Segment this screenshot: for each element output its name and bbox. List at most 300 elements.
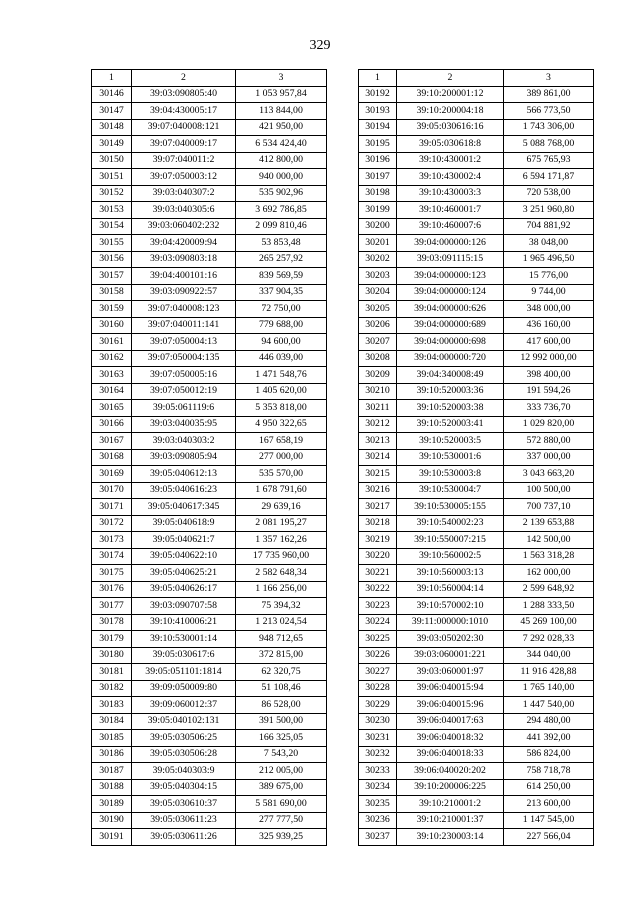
right-table (358, 69, 594, 846)
cadastral-number-cell: 39:03:090805:40 (132, 86, 236, 103)
value-cell: 2 139 653,88 (504, 515, 594, 532)
value-cell: 213 600,00 (504, 796, 594, 813)
column-header: 1 (92, 70, 132, 87)
row-number-cell: 30151 (92, 169, 132, 186)
row-number-cell: 30220 (359, 548, 397, 565)
table-row (92, 152, 327, 169)
table-row (92, 367, 327, 384)
row-number-cell: 30229 (359, 697, 397, 714)
row-number-cell: 30181 (92, 664, 132, 681)
value-cell: 1 965 496,50 (504, 251, 594, 268)
value-cell: 162 000,00 (504, 565, 594, 582)
table-row (92, 515, 327, 532)
row-number-cell: 30198 (359, 185, 397, 202)
value-cell: 372 815,00 (236, 647, 327, 664)
value-cell: 29 639,16 (236, 499, 327, 516)
cadastral-number-cell: 39:10:430002:4 (397, 169, 504, 186)
row-number-cell: 30163 (92, 367, 132, 384)
cadastral-number-cell: 39:11:000000:1010 (397, 614, 504, 631)
cadastral-number-cell: 39:03:091115:15 (397, 251, 504, 268)
value-cell: 333 736,70 (504, 400, 594, 417)
cadastral-number-cell: 39:05:030506:28 (132, 746, 236, 763)
cadastral-number-cell: 39:10:210001:37 (397, 812, 504, 829)
row-number-cell: 30228 (359, 680, 397, 697)
row-number-cell: 30168 (92, 449, 132, 466)
table-row (92, 680, 327, 697)
table-row (359, 614, 594, 631)
table-row (92, 185, 327, 202)
table-row (359, 532, 594, 549)
row-number-cell: 30146 (92, 86, 132, 103)
table-row (359, 482, 594, 499)
row-number-cell: 30167 (92, 433, 132, 450)
cadastral-number-cell: 39:05:030611:23 (132, 812, 236, 829)
cadastral-number-cell: 39:03:050202:30 (397, 631, 504, 648)
row-number-cell: 30156 (92, 251, 132, 268)
cadastral-number-cell: 39:10:200001:12 (397, 86, 504, 103)
value-cell: 704 881,92 (504, 218, 594, 235)
table-row (92, 449, 327, 466)
cadastral-number-cell: 39:05:030611:26 (132, 829, 236, 846)
table-row (359, 664, 594, 681)
table-row (359, 812, 594, 829)
value-cell: 2 599 648,92 (504, 581, 594, 598)
cadastral-number-cell: 39:07:040008:121 (132, 119, 236, 136)
cadastral-number-cell: 39:03:040307:2 (132, 185, 236, 202)
table-row (359, 499, 594, 516)
value-cell: 586 824,00 (504, 746, 594, 763)
value-cell: 412 800,00 (236, 152, 327, 169)
table-row (92, 317, 327, 334)
table-row (92, 548, 327, 565)
value-cell: 948 712,65 (236, 631, 327, 648)
cadastral-number-cell: 39:05:040622:10 (132, 548, 236, 565)
row-number-cell: 30165 (92, 400, 132, 417)
value-cell: 94 600,00 (236, 334, 327, 351)
cadastral-number-cell: 39:05:030618:8 (397, 136, 504, 153)
value-cell: 72 750,00 (236, 301, 327, 318)
table-row (359, 713, 594, 730)
table-row (92, 565, 327, 582)
value-cell: 337 000,00 (504, 449, 594, 466)
value-cell: 417 600,00 (504, 334, 594, 351)
row-number-cell: 30225 (359, 631, 397, 648)
row-number-cell: 30206 (359, 317, 397, 334)
cadastral-number-cell: 39:03:060001:221 (397, 647, 504, 664)
value-cell: 1 288 333,50 (504, 598, 594, 615)
value-cell: 398 400,00 (504, 367, 594, 384)
cadastral-number-cell: 39:05:040612:13 (132, 466, 236, 483)
row-number-cell: 30169 (92, 466, 132, 483)
cadastral-number-cell: 39:05:040616:23 (132, 482, 236, 499)
table-row (92, 499, 327, 516)
row-number-cell: 30147 (92, 103, 132, 120)
cadastral-number-cell: 39:03:040305:6 (132, 202, 236, 219)
cadastral-number-cell: 39:05:030506:25 (132, 730, 236, 747)
row-number-cell: 30194 (359, 119, 397, 136)
row-number-cell: 30215 (359, 466, 397, 483)
cadastral-number-cell: 39:05:040617:345 (132, 499, 236, 516)
cadastral-number-cell: 39:06:040015:94 (397, 680, 504, 697)
table-row (359, 284, 594, 301)
column-header: 2 (397, 70, 504, 87)
value-cell: 1 471 548,76 (236, 367, 327, 384)
value-cell: 344 040,00 (504, 647, 594, 664)
table-row (92, 598, 327, 615)
table-row (92, 383, 327, 400)
row-number-cell: 30195 (359, 136, 397, 153)
value-cell: 12 992 000,00 (504, 350, 594, 367)
value-cell: 1 166 256,00 (236, 581, 327, 598)
table-row (359, 119, 594, 136)
table-row (92, 581, 327, 598)
row-number-cell: 30193 (359, 103, 397, 120)
cadastral-number-cell: 39:10:230003:14 (397, 829, 504, 846)
row-number-cell: 30207 (359, 334, 397, 351)
row-number-cell: 30158 (92, 284, 132, 301)
table-row (92, 482, 327, 499)
cadastral-number-cell: 39:04:420009:94 (132, 235, 236, 252)
cadastral-number-cell: 39:04:000000:689 (397, 317, 504, 334)
cadastral-number-cell: 39:10:460001:7 (397, 202, 504, 219)
row-number-cell: 30234 (359, 779, 397, 796)
row-number-cell: 30222 (359, 581, 397, 598)
value-cell: 614 250,00 (504, 779, 594, 796)
row-number-cell: 30201 (359, 235, 397, 252)
table-row (359, 268, 594, 285)
value-cell: 389 675,00 (236, 779, 327, 796)
row-number-cell: 30186 (92, 746, 132, 763)
row-number-cell: 30174 (92, 548, 132, 565)
cadastral-number-cell: 39:07:050004:13 (132, 334, 236, 351)
left-table (91, 69, 327, 846)
table-row (359, 449, 594, 466)
value-cell: 535 902,96 (236, 185, 327, 202)
table-row (92, 763, 327, 780)
value-cell: 1 405 620,00 (236, 383, 327, 400)
row-number-cell: 30159 (92, 301, 132, 318)
table-row (92, 119, 327, 136)
cadastral-number-cell: 39:06:040015:96 (397, 697, 504, 714)
row-number-cell: 30231 (359, 730, 397, 747)
row-number-cell: 30210 (359, 383, 397, 400)
cadastral-number-cell: 39:03:090803:18 (132, 251, 236, 268)
value-cell: 6 534 424,40 (236, 136, 327, 153)
row-number-cell: 30172 (92, 515, 132, 532)
cadastral-number-cell: 39:03:040035:95 (132, 416, 236, 433)
row-number-cell: 30152 (92, 185, 132, 202)
table-row (92, 829, 327, 846)
value-cell: 1 053 957,84 (236, 86, 327, 103)
cadastral-number-cell: 39:10:570002:10 (397, 598, 504, 615)
table-row (359, 136, 594, 153)
row-number-cell: 30202 (359, 251, 397, 268)
table-row (359, 218, 594, 235)
row-number-cell: 30219 (359, 532, 397, 549)
cadastral-number-cell: 39:05:030616:16 (397, 119, 504, 136)
table-row (359, 400, 594, 417)
value-cell: 100 500,00 (504, 482, 594, 499)
table-row (359, 515, 594, 532)
cadastral-number-cell: 39:10:540002:23 (397, 515, 504, 532)
row-number-cell: 30230 (359, 713, 397, 730)
value-cell: 142 500,00 (504, 532, 594, 549)
row-number-cell: 30164 (92, 383, 132, 400)
value-cell: 17 735 960,00 (236, 548, 327, 565)
table-row (359, 350, 594, 367)
value-cell: 7 543,20 (236, 746, 327, 763)
value-cell: 1 147 545,00 (504, 812, 594, 829)
table-row (359, 746, 594, 763)
cadastral-number-cell: 39:07:050005:16 (132, 367, 236, 384)
cadastral-number-cell: 39:04:000000:124 (397, 284, 504, 301)
value-cell: 212 005,00 (236, 763, 327, 780)
cadastral-number-cell: 39:06:040020:202 (397, 763, 504, 780)
row-number-cell: 30148 (92, 119, 132, 136)
cadastral-number-cell: 39:03:060001:97 (397, 664, 504, 681)
row-number-cell: 30180 (92, 647, 132, 664)
table-row (92, 796, 327, 813)
cadastral-number-cell: 39:10:530003:8 (397, 466, 504, 483)
value-cell: 227 566,04 (504, 829, 594, 846)
cadastral-number-cell: 39:03:060402:232 (132, 218, 236, 235)
value-cell: 1 447 540,00 (504, 697, 594, 714)
row-number-cell: 30150 (92, 152, 132, 169)
row-number-cell: 30149 (92, 136, 132, 153)
value-cell: 11 916 428,88 (504, 664, 594, 681)
row-number-cell: 30161 (92, 334, 132, 351)
table-row (92, 400, 327, 417)
value-cell: 758 718,78 (504, 763, 594, 780)
row-number-cell: 30155 (92, 235, 132, 252)
table-row (92, 202, 327, 219)
cadastral-number-cell: 39:04:400101:16 (132, 268, 236, 285)
row-number-cell: 30233 (359, 763, 397, 780)
row-number-cell: 30166 (92, 416, 132, 433)
table-row (359, 433, 594, 450)
cadastral-number-cell: 39:10:520003:5 (397, 433, 504, 450)
table-row (359, 730, 594, 747)
cadastral-number-cell: 39:06:040017:63 (397, 713, 504, 730)
cadastral-number-cell: 39:10:520003:41 (397, 416, 504, 433)
table-row (359, 779, 594, 796)
value-cell: 167 658,19 (236, 433, 327, 450)
table-row (359, 86, 594, 103)
table-row (359, 598, 594, 615)
table-row (92, 713, 327, 730)
value-cell: 436 160,00 (504, 317, 594, 334)
table-row (359, 301, 594, 318)
value-cell: 6 594 171,87 (504, 169, 594, 186)
value-cell: 1 765 140,00 (504, 680, 594, 697)
cadastral-number-cell: 39:05:040618:9 (132, 515, 236, 532)
value-cell: 421 950,00 (236, 119, 327, 136)
row-number-cell: 30208 (359, 350, 397, 367)
cadastral-number-cell: 39:03:090922:57 (132, 284, 236, 301)
row-number-cell: 30199 (359, 202, 397, 219)
table-row (92, 251, 327, 268)
value-cell: 1 213 024,54 (236, 614, 327, 631)
cadastral-number-cell: 39:05:030610:37 (132, 796, 236, 813)
row-number-cell: 30224 (359, 614, 397, 631)
row-number-cell: 30178 (92, 614, 132, 631)
value-cell: 348 000,00 (504, 301, 594, 318)
value-cell: 191 594,26 (504, 383, 594, 400)
row-number-cell: 30153 (92, 202, 132, 219)
cadastral-number-cell: 39:10:530005:155 (397, 499, 504, 516)
row-number-cell: 30177 (92, 598, 132, 615)
table-row (359, 565, 594, 582)
value-cell: 51 108,46 (236, 680, 327, 697)
row-number-cell: 30189 (92, 796, 132, 813)
row-number-cell: 30200 (359, 218, 397, 235)
cadastral-number-cell: 39:04:000000:720 (397, 350, 504, 367)
header-row (92, 70, 327, 87)
header-row (359, 70, 594, 87)
value-cell: 265 257,92 (236, 251, 327, 268)
value-cell: 62 320,75 (236, 664, 327, 681)
value-cell: 5 353 818,00 (236, 400, 327, 417)
cadastral-number-cell: 39:07:050012:19 (132, 383, 236, 400)
value-cell: 2 582 648,34 (236, 565, 327, 582)
cadastral-number-cell: 39:07:050003:12 (132, 169, 236, 186)
cadastral-number-cell: 39:04:000000:123 (397, 268, 504, 285)
table-row (92, 532, 327, 549)
table-row (359, 697, 594, 714)
cadastral-number-cell: 39:07:040011:2 (132, 152, 236, 169)
cadastral-number-cell: 39:05:040102:131 (132, 713, 236, 730)
value-cell: 839 569,59 (236, 268, 327, 285)
value-cell: 53 853,48 (236, 235, 327, 252)
table-row (359, 202, 594, 219)
table-row (92, 268, 327, 285)
row-number-cell: 30203 (359, 268, 397, 285)
cadastral-number-cell: 39:06:040018:32 (397, 730, 504, 747)
cadastral-number-cell: 39:05:040303:9 (132, 763, 236, 780)
table-row (359, 251, 594, 268)
value-cell: 325 939,25 (236, 829, 327, 846)
row-number-cell: 30188 (92, 779, 132, 796)
table-row (92, 350, 327, 367)
cadastral-number-cell: 39:10:550007:215 (397, 532, 504, 549)
value-cell: 15 776,00 (504, 268, 594, 285)
page-number: 329 (309, 38, 331, 53)
table-row (359, 334, 594, 351)
row-number-cell: 30187 (92, 763, 132, 780)
row-number-cell: 30162 (92, 350, 132, 367)
value-cell: 446 039,00 (236, 350, 327, 367)
cadastral-number-cell: 39:10:200004:18 (397, 103, 504, 120)
cadastral-number-cell: 39:10:430003:3 (397, 185, 504, 202)
table-row (359, 647, 594, 664)
table-row (359, 466, 594, 483)
table-row (359, 680, 594, 697)
value-cell: 1 029 820,00 (504, 416, 594, 433)
column-header: 3 (236, 70, 327, 87)
row-number-cell: 30173 (92, 532, 132, 549)
row-number-cell: 30182 (92, 680, 132, 697)
table-row (92, 103, 327, 120)
table-row (92, 466, 327, 483)
row-number-cell: 30154 (92, 218, 132, 235)
table-row (92, 218, 327, 235)
value-cell: 389 861,00 (504, 86, 594, 103)
cadastral-number-cell: 39:04:000000:698 (397, 334, 504, 351)
value-cell: 1 743 306,00 (504, 119, 594, 136)
cadastral-number-cell: 39:07:050004:135 (132, 350, 236, 367)
cadastral-number-cell: 39:03:090805:94 (132, 449, 236, 466)
table-row (359, 103, 594, 120)
value-cell: 294 480,00 (504, 713, 594, 730)
cadastral-number-cell: 39:06:040018:33 (397, 746, 504, 763)
table-row (92, 416, 327, 433)
row-number-cell: 30175 (92, 565, 132, 582)
cadastral-number-cell: 39:07:040008:123 (132, 301, 236, 318)
cadastral-number-cell: 39:05:040626:17 (132, 581, 236, 598)
row-number-cell: 30196 (359, 152, 397, 169)
table-row (92, 812, 327, 829)
column-header: 3 (504, 70, 594, 87)
cadastral-number-cell: 39:04:000000:126 (397, 235, 504, 252)
value-cell: 3 692 786,85 (236, 202, 327, 219)
value-cell: 45 269 100,00 (504, 614, 594, 631)
value-cell: 2 081 195,27 (236, 515, 327, 532)
row-number-cell: 30157 (92, 268, 132, 285)
value-cell: 337 904,35 (236, 284, 327, 301)
value-cell: 3 043 663,20 (504, 466, 594, 483)
cadastral-number-cell: 39:05:061119:6 (132, 400, 236, 417)
table-row (359, 763, 594, 780)
cadastral-number-cell: 39:04:430005:17 (132, 103, 236, 120)
row-number-cell: 30171 (92, 499, 132, 516)
row-number-cell: 30218 (359, 515, 397, 532)
row-number-cell: 30190 (92, 812, 132, 829)
row-number-cell: 30191 (92, 829, 132, 846)
value-cell: 441 392,00 (504, 730, 594, 747)
row-number-cell: 30212 (359, 416, 397, 433)
table-row (359, 796, 594, 813)
cadastral-number-cell: 39:10:560003:13 (397, 565, 504, 582)
value-cell: 675 765,93 (504, 152, 594, 169)
cadastral-number-cell: 39:10:530001:14 (132, 631, 236, 648)
cadastral-number-cell: 39:10:210001:2 (397, 796, 504, 813)
row-number-cell: 30160 (92, 317, 132, 334)
table-row (92, 664, 327, 681)
cadastral-number-cell: 39:04:000000:626 (397, 301, 504, 318)
value-cell: 535 570,00 (236, 466, 327, 483)
cadastral-number-cell: 39:10:520003:38 (397, 400, 504, 417)
row-number-cell: 30209 (359, 367, 397, 384)
cadastral-number-cell: 39:09:050009:80 (132, 680, 236, 697)
table-row (92, 433, 327, 450)
cadastral-number-cell: 39:05:040621:7 (132, 532, 236, 549)
cadastral-number-cell: 39:10:560002:5 (397, 548, 504, 565)
value-cell: 1 357 162,26 (236, 532, 327, 549)
row-number-cell: 30223 (359, 598, 397, 615)
cadastral-number-cell: 39:05:040625:21 (132, 565, 236, 582)
value-cell: 4 950 322,65 (236, 416, 327, 433)
row-number-cell: 30183 (92, 697, 132, 714)
table-row (92, 235, 327, 252)
table-row (359, 383, 594, 400)
value-cell: 113 844,00 (236, 103, 327, 120)
table-row (359, 367, 594, 384)
cadastral-number-cell: 39:07:040011:141 (132, 317, 236, 334)
table-row (359, 152, 594, 169)
row-number-cell: 30179 (92, 631, 132, 648)
value-cell: 86 528,00 (236, 697, 327, 714)
table-row (92, 284, 327, 301)
